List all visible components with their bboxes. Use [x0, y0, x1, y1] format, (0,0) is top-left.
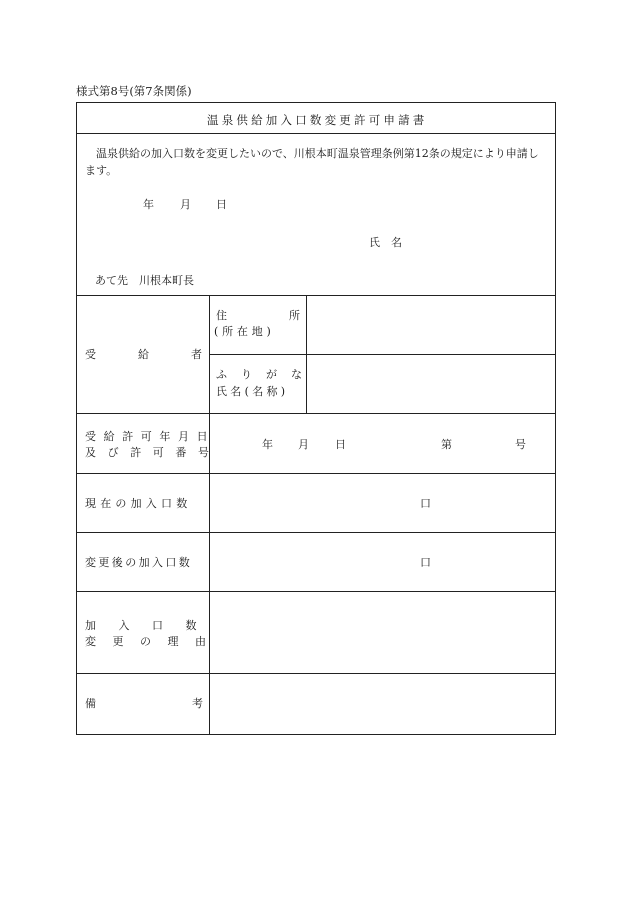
current-count-label: 現在の加入口数 [85, 497, 192, 510]
reason-label-line1: 加入口数 [85, 619, 219, 632]
applicant-name-label: 氏名 [369, 236, 413, 249]
recipient-label-text: 受給者 [85, 348, 244, 361]
application-statement: 温泉供給の加入口数を変更したいので、川根本町温泉管理条例第12条の規定により申請します。 [85, 147, 539, 177]
recipient-divider [77, 413, 555, 414]
recipient-inner-divider [209, 354, 555, 355]
title-divider [77, 133, 555, 134]
current-count-unit: 口 [420, 497, 431, 510]
form-number-caption: 様式第8号(第7条関係) [76, 84, 192, 98]
label-column-divider [209, 295, 210, 735]
permit-number-label: 及び許可番号 [85, 446, 221, 459]
permit-month: 月 [298, 438, 309, 451]
form-title-text: 温泉供給加入口数変更許可申請書 [207, 113, 428, 127]
recipient-name-label: 氏名(名称) [216, 385, 289, 398]
addressee: あて先 川根本町長 [95, 274, 194, 287]
application-form [76, 102, 556, 735]
recipient-label [85, 348, 244, 361]
permit-date-label: 受給許可年月日 [85, 430, 216, 443]
permit-day: 日 [335, 438, 346, 451]
application-date-year: 年 [143, 198, 154, 211]
reason-label-line2: 変更の理由 [85, 635, 223, 648]
permit-divider [77, 473, 555, 474]
permit-number-prefix: 第 [441, 438, 452, 451]
reason-divider [77, 673, 555, 674]
after-count-label: 変更後の加入口数 [85, 556, 193, 569]
address-sublabel: (所在地) [214, 325, 275, 338]
permit-number-suffix: 号 [515, 438, 526, 451]
remarks-label [85, 697, 299, 710]
furigana-label: ふりがな [216, 368, 316, 381]
form-title [207, 115, 427, 127]
after-count-unit: 口 [420, 556, 431, 569]
permit-year: 年 [262, 438, 273, 451]
current-divider [77, 532, 555, 533]
statement-divider [77, 295, 555, 296]
application-date-day: 日 [216, 198, 227, 211]
after-divider [77, 591, 555, 592]
remarks-label-text: 備考 [85, 697, 299, 710]
address-label: 住 所 [216, 309, 300, 322]
application-date-month: 月 [180, 198, 191, 211]
